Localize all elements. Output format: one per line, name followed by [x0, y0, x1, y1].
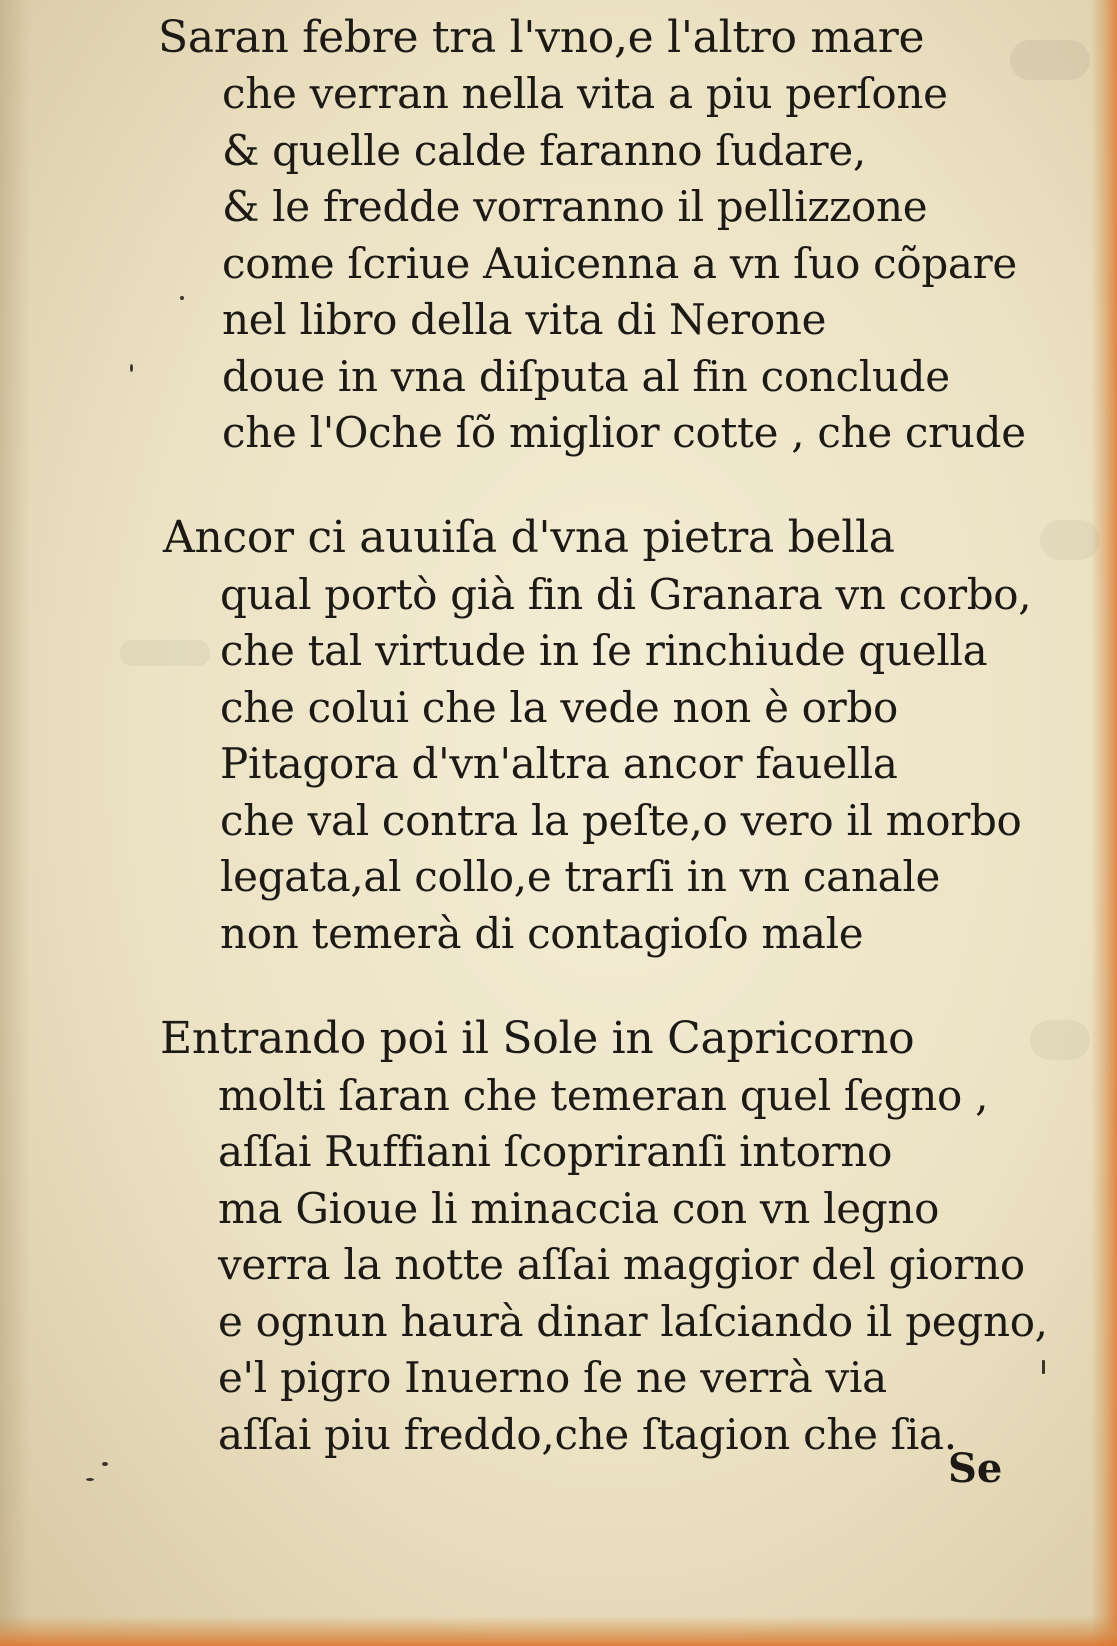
show-through-mark: [1030, 1020, 1090, 1060]
stanza-2-line-1: Ancor ci auuiſa d'vna pietra bella: [163, 512, 895, 563]
stanza-3-line-4: ma Gioue li minaccia con vn legno: [218, 1184, 940, 1233]
catchword: Se: [948, 1445, 1003, 1492]
ink-speck: [1042, 1360, 1045, 1374]
ink-speck: [86, 1478, 94, 1481]
stanza-1-line-7: doue in vna diſputa al fin conclude: [222, 352, 950, 401]
stanza-1-line-5: come ſcriue Auicenna a vn ſuo cõpare: [222, 239, 1017, 288]
stanza-3-line-6: e ognun haurà dinar laſciando il pegno,: [218, 1297, 1048, 1346]
stanza-3-line-1: Entrando poi il Sole in Capricorno: [160, 1013, 915, 1064]
stanza-3-line-7: e'l pigro Inuerno ſe ne verrà via: [218, 1353, 887, 1402]
stanza-2-line-7: legata,al collo,e trarſi in vn canale: [220, 852, 941, 901]
stanza-2-line-6: che val contra la peſte,o vero il morbo: [220, 796, 1022, 845]
stanza-1-line-6: nel libro della vita di Nerone: [222, 295, 827, 344]
ink-speck: [130, 364, 133, 372]
stanza-1-line-8: che l'Oche ſõ miglior cotte , che crude: [222, 408, 1026, 457]
show-through-mark: [1010, 40, 1090, 80]
page-bottom-edge: [0, 1616, 1117, 1646]
page-right-edge: [1091, 0, 1117, 1646]
ink-speck: [180, 296, 184, 300]
stanza-2-line-8: non temerà di contagioſo male: [220, 909, 864, 958]
stanza-1-line-4: & le fredde vorranno il pellizzone: [222, 182, 928, 231]
show-through-mark: [120, 640, 210, 666]
stanza-3-line-8: aſſai piu freddo,che ſtagion che ſia.: [218, 1410, 957, 1459]
ink-speck: [102, 1462, 108, 1466]
stanza-3-line-2: molti ſaran che temeran quel ſegno ,: [218, 1071, 989, 1120]
stanza-2-line-5: Pitagora d'vn'altra ancor fauella: [220, 739, 898, 788]
stanza-2-line-2: qual portò già fin di Granara vn corbo,: [220, 570, 1032, 619]
stanza-3-line-3: aſſai Ruffiani ſcopriranſi intorno: [218, 1127, 893, 1176]
stanza-3-line-5: verra la notte aſſai maggior del giorno: [218, 1240, 1025, 1289]
page-gutter-shadow: [0, 0, 30, 1646]
stanza-1-line-3: & quelle calde faranno ſudare,: [222, 126, 866, 175]
stanza-2-line-3: che tal virtude in ſe rinchiude quella: [220, 626, 988, 675]
show-through-mark: [1040, 520, 1100, 560]
stanza-2-line-4: che colui che la vede non è orbo: [220, 683, 899, 732]
stanza-1-line-1: Saran febre tra l'vno,e l'altro mare: [158, 12, 925, 63]
stanza-1-line-2: che verran nella vita a piu perſone: [222, 69, 948, 118]
